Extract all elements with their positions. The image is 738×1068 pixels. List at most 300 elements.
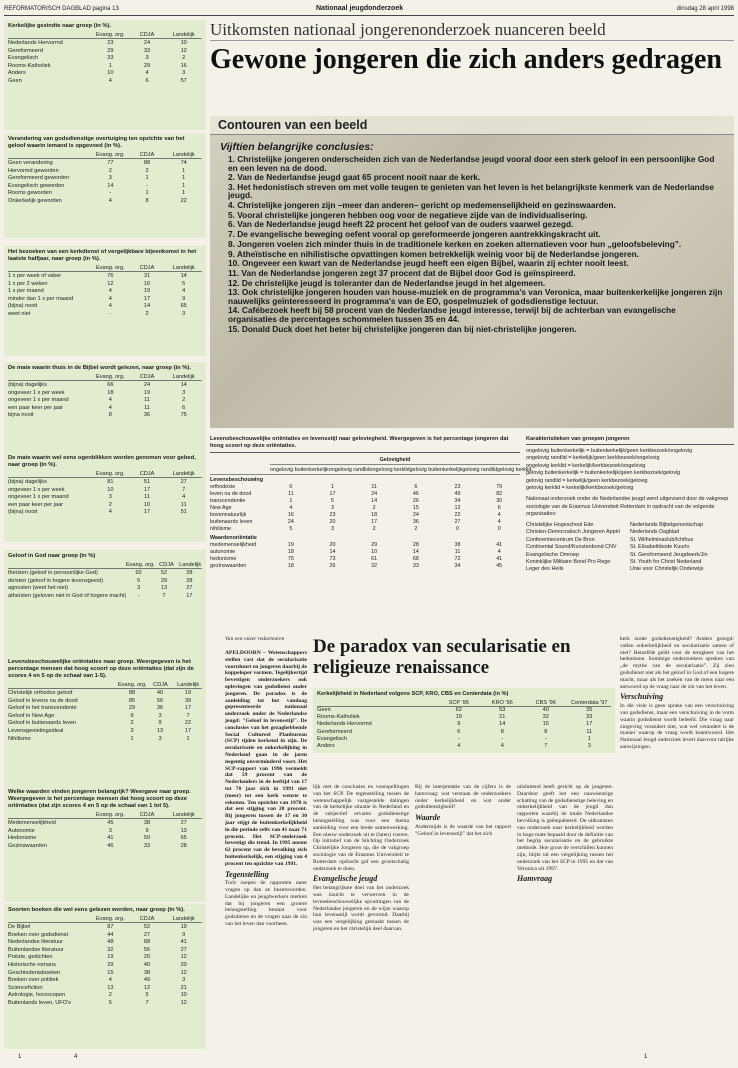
header-spacer	[8, 682, 118, 688]
cell-value: 11	[288, 491, 294, 497]
cell-value: 16	[287, 512, 294, 518]
cell-value: 61	[371, 556, 378, 562]
organisation-name: Conferentiecentrum De Bron	[526, 536, 595, 543]
cell-value: 38	[454, 542, 461, 548]
cell-value: 77	[107, 160, 114, 166]
table-row	[317, 729, 611, 736]
cell-value: 1	[145, 175, 149, 182]
cell-value: 51	[143, 479, 151, 485]
cell-value: 33	[107, 55, 114, 62]
definition-line: ongelovig randlid = kerkelijk/geen kerkbezoek/ongelovig	[526, 455, 660, 462]
article-column-5	[620, 636, 734, 1050]
conclusion-item: 15. Donald Duck doet het beter bij christelijke jongeren dan bij niet-christelijke jongeren.	[228, 323, 577, 334]
table-row	[8, 977, 202, 985]
cell-value: 24	[371, 491, 378, 497]
cell-value: 1	[145, 190, 149, 197]
article-text-4b: In die visie is geen sprake van een verschuiving van godsdienst, maar een verschuiving in de vorm waarin godsdienst wordt beleefd. Die vraag naar zingeving verandert niet, wat wel verandert is de manier waarop de vraag wordt beantwoord. Het Nationaal Jeugd onderzoek levert daarvoor talrijke aanwijzingen.	[620, 703, 734, 750]
row-label: Geloof in het transcendente	[8, 705, 77, 712]
cell-value: 17	[143, 486, 151, 493]
table-row	[210, 556, 520, 563]
table-row	[8, 835, 202, 843]
cell-value: 4	[108, 77, 112, 84]
column-header: Evang. org.	[96, 265, 125, 271]
table-row	[8, 720, 202, 728]
row-label: ongeveer 1 x per maand	[8, 494, 69, 501]
row-label: bovennatuurlijk	[210, 512, 247, 518]
row-label: Geen	[317, 707, 331, 713]
cell-value: 11	[144, 494, 150, 501]
cell-value: 14	[329, 549, 336, 555]
row-label: Evangelisch	[317, 735, 348, 742]
column-header: Landelijk	[172, 265, 195, 271]
row-label: transcendentie	[210, 498, 246, 504]
cell-value: 68	[412, 556, 419, 562]
conclusion-item: 11. Van de Nederlandse jongeren zegt 37 procent dat de Bijbel door God is geïnspireerd.	[228, 267, 576, 278]
cell-value: 5	[137, 577, 141, 584]
table-row	[8, 303, 202, 311]
column-header: Evang. org.	[96, 32, 125, 38]
sidebar-box-title: De mate waarin wel eens ogenblikken worden genomen voor gebed, naar groep (in %).	[8, 455, 196, 468]
sidebar-box-title: Levensbeschouwelijke oriëntaties naar groep. Weergegeven is het percentage mensen dat hoog scoort op deze oriëntaties (dat zijn de scores 4 en 5 op de schaal van 1-5).	[8, 659, 194, 679]
table-row	[8, 405, 202, 413]
cell-value: 10	[107, 486, 114, 493]
row-label: Geloof in New Age	[8, 712, 55, 719]
table-row	[8, 698, 202, 706]
cell-value: 22	[180, 197, 187, 204]
conclusion-item: 8. Jongeren voelen zich minder thuis in de traditionele kerken en zoeken alternatieven voor hun „geloofsbeleving”.	[228, 238, 682, 249]
row-label: Onkerkelijk geworden	[8, 197, 62, 204]
row-label: (bijna) nooit	[8, 509, 38, 516]
sidebar-box-header	[8, 471, 202, 478]
cell-value: 17	[184, 727, 192, 734]
table-row	[210, 563, 520, 570]
cell-value: 11	[586, 728, 593, 735]
column-header: CBS '96	[535, 700, 556, 706]
cell-value: 14	[371, 498, 378, 504]
sidebar-box-header	[8, 562, 202, 569]
article-text-3b: Andermijds is de waarde van het rapport "Geloof in levensstijl" dat het zich	[415, 823, 511, 837]
cell-value: 5	[182, 280, 186, 287]
row-label: (bijna) dagelijks	[8, 382, 47, 388]
sidebar-box-title: Verandering van godsdienstige overtuiging ten opzichte van het geloof waarin iemand is opgevoed (in %).	[8, 136, 185, 149]
cell-value: 3	[108, 494, 112, 501]
conclusion-item: 1. Christelijke jongeren onderscheiden zich van de Nederlandse jeugd vooral door een sterk geloof in een persoonlijke God en een leven na de dood.	[228, 154, 715, 173]
cell-value: 19	[287, 542, 294, 548]
cell-value: 65	[180, 835, 187, 842]
organisation-name: St. Elisabethbode Kuurlo	[630, 544, 690, 551]
row-label: een paar keer per jaar	[8, 404, 64, 411]
cell-value: 82	[496, 491, 503, 497]
row-label: Rooms-Katholiek	[317, 714, 360, 721]
cell-value: 4	[108, 509, 112, 516]
cell-value: 4	[500, 743, 504, 750]
organisation-name: Nederlands Dagblad	[630, 529, 680, 536]
table-row	[317, 721, 611, 728]
cell-value: 3	[331, 505, 334, 511]
cell-value: 2	[414, 526, 418, 532]
cell-value: 3	[182, 310, 186, 317]
column-header: Evang. org.	[96, 916, 125, 922]
cell-value: -	[146, 182, 148, 189]
cell-value: 13	[156, 727, 164, 734]
article-text-1b: Toch roepen de rapporten meer vragen op dan ze beantwoorden. Landelijke en jeugdwerkers merken dat bij jongeren een grotere belangstelling bestaat voor godsdienst en de vragen naar de zin van het leven dan voorheen.	[225, 880, 307, 928]
cell-value: 6	[497, 505, 501, 511]
sidebar-box-title: Soorten boeken die wel eens gelezen worden, naar groep (in %).	[8, 907, 185, 913]
column-header: CDJA	[139, 916, 155, 922]
cell-value: 33	[412, 563, 419, 569]
row-label: Geloof in levens na de dood	[8, 697, 78, 704]
cell-value: 48	[107, 939, 114, 946]
table-row	[8, 585, 202, 593]
cell-value: 17	[143, 295, 151, 302]
column-header: CDJA	[139, 812, 155, 818]
cell-value: 9	[130, 712, 134, 719]
headline-title: Gewone jongeren die zich anders gedragen	[210, 44, 722, 75]
footer-mark-b: 4	[74, 1054, 78, 1060]
cell-value: 29	[371, 542, 378, 548]
column-header: SCP '95	[448, 700, 469, 706]
table-row	[8, 63, 202, 71]
article-text-3: uitsluitend heeft gericht op de jongeren. Daardoor geeft het een nauwkeurige schatting van de godsdienstige beleving en onkerkelijkheid van de jeugd dan rapporten waarbij de totale Nederlandse bevolking is geënquêteerd. De uitkomsten van onderzoek naar kerkelijkheid worden in hoge mate bepaald door de definitie van het begrip secularisatie en de gebruikte methode. Hoe groot de verschillen kunnen zijn, blijkt uit een vergelijking tussen het onderzoek van het SCP in 1995 en dat van Veronica uit 1997.	[517, 784, 613, 872]
cell-value: 2	[182, 397, 186, 404]
definition-line: ongelovig kerklid = kerkelijk/kerkbezoek/ongelovig	[526, 462, 646, 469]
table-row	[8, 932, 202, 940]
conclusion-item: 9. Atheïstische en nihilistische opvattingen komen betrekkelijk weinig voor bij de Nederlandse jongeren.	[228, 248, 639, 259]
column-header: ongelovig kerklid	[369, 467, 410, 473]
table-row	[8, 992, 202, 1000]
footer-mark-c: 1	[644, 1054, 648, 1060]
row-label: Astrologie, horoscopen	[8, 992, 66, 999]
column-header: Landelijk	[172, 916, 195, 922]
cell-value: 8	[108, 412, 112, 419]
table-row	[8, 947, 202, 955]
table-row	[8, 78, 202, 86]
row-label: nihilisme	[210, 526, 231, 532]
orientation-table	[210, 436, 532, 570]
cell-value: 76	[107, 273, 114, 279]
cell-value: 19	[180, 924, 187, 930]
organisation-name: Christen-Democratisch Jongeren Appèl	[526, 529, 620, 536]
column-header: KRO '96	[491, 700, 513, 706]
cell-value: 10	[371, 549, 378, 555]
cell-value: 28	[186, 577, 193, 584]
table-row	[8, 828, 202, 836]
cell-value: 13	[160, 585, 168, 592]
cell-value: 16	[143, 280, 151, 287]
header-spacer	[8, 562, 126, 568]
sidebar-box-title: Welke waarden vinden jongeren belangrijk? Weergave naar groep. Weergegeven is het percentage mensen dat hoog scoort op deze oriëntaties (dat zijn scores 4 en 5 op de schaal van 1 tot 5).	[8, 789, 191, 809]
cell-value: 40	[542, 707, 549, 713]
row-label: Nederlands Hervormd	[317, 721, 372, 728]
row-label: Rooms geworden	[8, 190, 52, 197]
article-column-2	[313, 784, 409, 1050]
sidebar-box-title: Het bezoeken van een kerkdienst of vergelijkbare bijeenkomst in het laatste halfjaar, naar groep (in %).	[8, 249, 197, 262]
cell-value: 1	[182, 190, 186, 197]
definition-line: gelovig buitenkerkelijk = buitenkerkelijk/geen kerkbezoek/gelovig	[526, 470, 681, 477]
table-row	[8, 479, 202, 487]
cell-value: 11	[180, 501, 187, 508]
cell-value: 53	[499, 707, 506, 713]
column-header: gelovig buitenkerkelijk	[409, 467, 463, 473]
cell-value: 8	[544, 728, 548, 735]
cell-value: 16	[180, 62, 187, 69]
table-row	[8, 954, 202, 962]
table-row	[8, 985, 202, 993]
cell-value: 20	[329, 542, 336, 548]
cell-value: 33	[143, 842, 151, 849]
cell-value: 17	[329, 491, 336, 497]
cell-value: 14	[180, 382, 187, 388]
cell-value: 4	[457, 743, 461, 750]
cell-value: 29	[143, 62, 151, 69]
row-label: deïsten (geloof in hogere levensgeest)	[8, 577, 104, 584]
column-header: Evang. org.	[96, 812, 125, 818]
table-row	[8, 397, 202, 405]
row-label: atheïsten (geloven niet in God of hogere macht)	[8, 592, 126, 599]
cell-value: 52	[143, 924, 151, 930]
column-header: CDJA	[139, 471, 155, 477]
cell-value: 36	[156, 705, 164, 712]
cell-value: 2	[108, 501, 112, 508]
table-row	[317, 714, 611, 721]
cell-value: 24	[143, 382, 151, 388]
cell-value: 9	[182, 295, 186, 302]
cell-value: 18	[287, 563, 294, 569]
cell-value: 3	[587, 743, 591, 750]
cell-value: 41	[107, 835, 114, 842]
cell-value: 73	[329, 556, 336, 562]
row-label: ongeveer 1 x per maand	[8, 397, 69, 404]
cell-value: 7	[145, 999, 149, 1006]
cell-value: -	[457, 735, 460, 742]
cell-value: 4	[497, 512, 501, 518]
cell-value: 4	[108, 397, 112, 404]
sidebar-box-header	[8, 812, 202, 819]
row-label: Anders	[317, 743, 335, 750]
conclusion-item: 13. Ook christelijke jongeren houden van house-muziek en de programma's van Veronica, maar buitenkerkelijke jongeren zijn nauwelijks geïnteresseerd in programma's van de EO, gospelmuziek of godsdienstige lectuur.	[228, 287, 723, 306]
table-row	[8, 198, 202, 206]
cell-value: 2	[108, 167, 112, 174]
sidebar-box	[4, 550, 206, 656]
row-label: gezinswaarden	[210, 563, 247, 569]
cell-value: 1	[331, 484, 334, 490]
cell-value: 75	[287, 556, 294, 562]
row-label: medemenselijkheid	[210, 542, 257, 548]
cell-value: 4	[497, 519, 501, 525]
organisation-name: Unie voor Christelijk Onderwijs	[630, 566, 704, 573]
cell-value: 34	[454, 498, 461, 504]
cell-value: 79	[496, 484, 503, 490]
cell-value: 92	[135, 570, 142, 576]
cell-value: 65	[180, 303, 187, 310]
sidebar-box	[4, 786, 206, 902]
row-label: Nederlandse literatuur	[8, 939, 64, 946]
cell-value: 27	[180, 479, 187, 485]
table-row	[210, 484, 520, 491]
cell-value: 31	[143, 273, 151, 279]
header-spacer	[8, 152, 92, 158]
row-label: Boeken over politiek	[8, 977, 59, 984]
row-label: buitenaards leven	[210, 519, 253, 525]
cell-value: 19	[143, 288, 151, 295]
table-row	[8, 190, 202, 198]
cell-value: 56	[143, 946, 151, 953]
conclusion-item: 7. De evangelische beweging oefent vooral op gereformeerde jongeren aantrekkingskracht uit.	[228, 229, 601, 240]
sidebar-box-title: De mate waarin thuis in de Bijbel wordt gelezen, naar groep (in %).	[8, 365, 191, 371]
conclusion-item: 5. Vooral christelijke jongeren hebben oog voor de negatieve zijde van de individualisering.	[228, 209, 588, 220]
organisation-name: St. Wilhelminaclub/Ichthus	[630, 536, 694, 543]
table-row	[8, 713, 202, 721]
table-row	[210, 519, 520, 526]
row-label: Gereformeerd	[8, 47, 43, 54]
cell-value: 5	[289, 526, 293, 532]
table-row	[8, 382, 202, 390]
table-row	[317, 736, 611, 743]
row-label: minder dan 1 x per maand	[8, 295, 74, 302]
organisation-name: Nederlands Bijbelgenootschap	[630, 522, 704, 529]
cell-value: 3	[108, 175, 112, 182]
cell-value: -	[544, 735, 547, 742]
cell-value: 88	[128, 690, 136, 696]
cell-value: 74	[180, 160, 187, 166]
contours-subtitle: Vijftien belangrijke conclusies:	[220, 141, 374, 153]
cell-value: 6	[145, 77, 149, 84]
row-label: Hervormd geworden	[8, 167, 59, 174]
table-row	[8, 70, 202, 78]
cell-value: 7	[162, 592, 166, 599]
cell-value: 12	[143, 984, 151, 991]
subhead-hamvraag: Hamvraag	[517, 874, 553, 884]
cell-value: 5	[145, 992, 149, 999]
cell-value: 33	[586, 714, 593, 721]
organisation-name: Evangelische Omroep	[526, 551, 580, 558]
cell-value: 9	[182, 931, 186, 938]
cell-value: 14	[143, 303, 151, 310]
page-footer	[4, 1054, 734, 1064]
article-text-2b: Het belangrijkste doel van het onderzoek was inzicht te verwerven in de levensbeschouwelijke opvattingen van de Nederlandse jongeren en de wijze waarop hun levensstijl wordt gevormd. Daarbij was een vergelijking gemaakt tussen de jongeren en het christelijk deel daarvan.	[313, 885, 409, 932]
header-spacer	[8, 812, 92, 818]
conclusion-item: 2. Van de Nederlandse jeugd gaat 65 procent nooit naar de kerk.	[228, 172, 481, 183]
definition-line: gelovig randlid = kerkelijk/geen kerkbezoek/gelovig	[526, 477, 648, 484]
paper-name: REFORMATORISCH DAGBLAD pagina 13	[4, 6, 119, 12]
cell-value: 29	[107, 961, 114, 968]
cell-value: 11	[144, 397, 150, 404]
cell-value: 4	[108, 197, 112, 204]
table-row	[8, 728, 202, 736]
cell-value: 27	[143, 931, 151, 938]
column-header: CDJA	[139, 152, 155, 158]
church-affiliation-title: Kerkelijkheid in Nederland volgens SCP, KRO, CBS en Centerdata (in %)	[317, 691, 509, 697]
table-row	[8, 509, 202, 517]
cell-value: 11	[454, 549, 461, 555]
cell-value: 8	[145, 197, 149, 204]
cell-value: 22	[454, 512, 461, 518]
row-label: weet niet	[8, 310, 31, 317]
cell-value: 44	[107, 931, 114, 938]
row-label: Geschiedenisboeken	[8, 969, 61, 976]
table-row	[8, 55, 202, 63]
table-row	[8, 970, 202, 978]
cell-value: 1	[108, 62, 112, 69]
table-row	[8, 168, 202, 176]
cell-value: 23	[107, 40, 114, 46]
cell-value: 8	[500, 728, 504, 735]
cell-value: 3	[137, 585, 141, 592]
contours-photo-box	[210, 116, 734, 428]
cell-value: 12	[180, 969, 187, 976]
cell-value: 20	[329, 519, 336, 525]
cell-value: 19	[107, 954, 114, 961]
table-row	[8, 48, 202, 56]
cell-value: 10	[180, 40, 187, 46]
cell-value: 66	[107, 382, 114, 388]
sidebar-box-header	[8, 682, 202, 689]
row-label: Historische romans	[8, 961, 56, 968]
cell-value: 45	[107, 820, 114, 826]
column-header: CDJA	[139, 265, 155, 271]
cell-value: 0	[497, 526, 501, 532]
cell-value: 35	[586, 707, 593, 713]
cell-value: 11	[144, 404, 150, 411]
cell-value: 19	[184, 690, 192, 696]
table-row	[8, 578, 202, 586]
cell-value: 0	[289, 484, 293, 490]
row-label: (bijna) nooit	[8, 303, 38, 310]
table-row	[210, 549, 520, 556]
cell-value: 36	[143, 412, 151, 419]
sidebar-box	[4, 20, 206, 130]
column-header: Landelijk	[172, 32, 195, 38]
row-label: Geen	[8, 77, 22, 84]
sidebar-box-header	[8, 32, 202, 39]
sidebar-box	[4, 133, 206, 238]
table-row	[210, 491, 520, 498]
cell-value: 6	[414, 484, 418, 490]
cell-value: 3	[158, 735, 162, 742]
row-label: 1 x per maand	[8, 288, 44, 295]
cell-value: 22	[184, 720, 192, 727]
definition-line: ongelovig buitenkerkelijk = buitenkerkelijk/geen kerkbezoek/ongelovig	[526, 448, 693, 454]
cell-value: 4	[108, 404, 112, 411]
article-title: De paradox van secularisatie en religieuze renaissance	[313, 636, 571, 678]
table-row	[8, 487, 202, 495]
cell-value: -	[501, 735, 504, 742]
cell-value: 5	[108, 999, 112, 1006]
cell-value: 20	[180, 961, 187, 968]
cell-value: 14	[180, 273, 187, 279]
sidebar-box	[4, 246, 206, 356]
table-row	[8, 183, 202, 191]
table-row	[210, 498, 520, 505]
cell-value: 28	[186, 570, 193, 576]
header-spacer	[8, 32, 92, 38]
cell-value: 32	[107, 946, 114, 953]
cell-value: 62	[455, 707, 462, 713]
subhead-verschuiving: Verschuiving	[620, 692, 664, 702]
cell-value: 19	[455, 714, 462, 721]
sidebar-box-header	[8, 152, 202, 159]
section-title: Nationaal jeugdonderzoek	[316, 5, 404, 12]
cell-value: 12	[180, 999, 187, 1006]
cell-value: 4	[497, 549, 501, 555]
cell-value: 12	[180, 47, 187, 54]
row-label: Gereformeerd	[317, 728, 352, 735]
cell-value: 23	[454, 484, 461, 490]
table-row	[8, 412, 202, 420]
cell-value: 12	[107, 280, 114, 287]
cell-value: 3	[158, 712, 162, 719]
cell-value: 40	[143, 961, 151, 968]
